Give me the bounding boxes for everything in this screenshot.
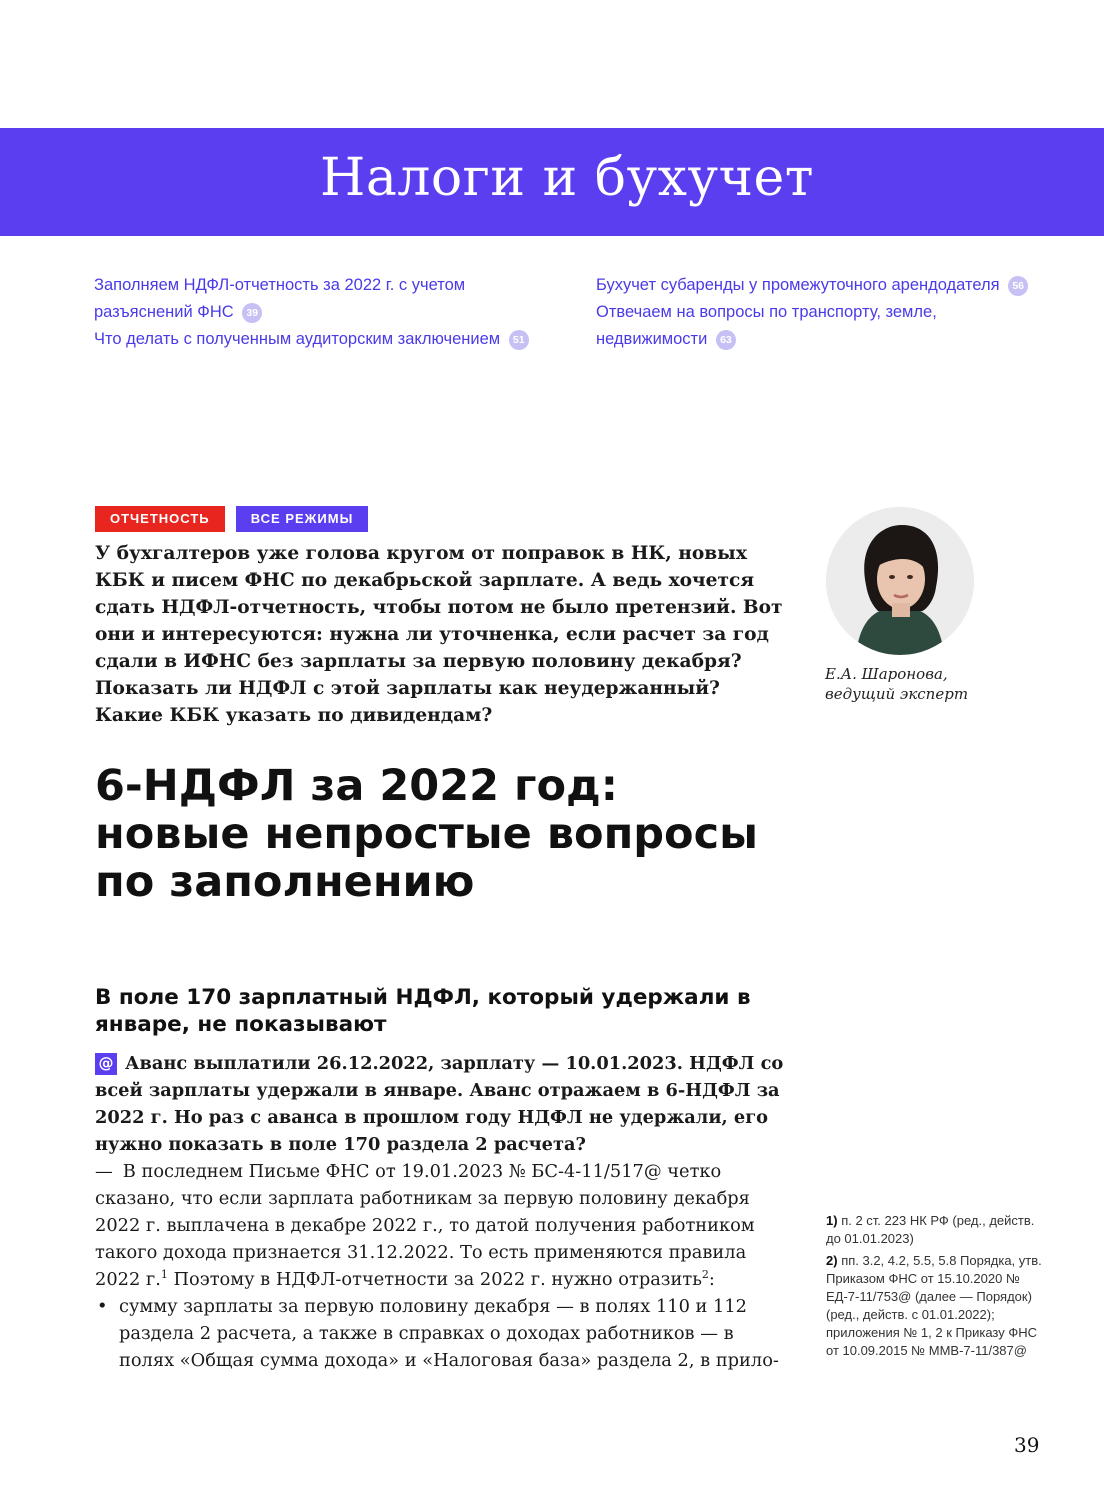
footnote-ref-2[interactable]: 2 [701, 1268, 709, 1282]
tag-row [95, 506, 374, 532]
toc-link[interactable] [94, 326, 554, 353]
toc-link[interactable] [94, 299, 554, 326]
author-photo [826, 507, 974, 655]
toc-left [94, 272, 554, 353]
article-title-line: новые непростые вопросы [95, 809, 758, 859]
author-caption [825, 664, 968, 704]
bullet-item: • сумму зарплаты за первую половину декабря — в полях 110 и 112 раздела 2 расчета, а также в справках о доходах работников — в полях «Общая сумма дохода» и «Налоговая база» раздела 2, в прило- [95, 1293, 785, 1374]
toc-link[interactable] [596, 326, 1056, 353]
toc-link[interactable] [94, 272, 554, 299]
author-role: ведущий эксперт [825, 685, 969, 703]
toc-link-text: Что делать с полученным аудиторским заключением [94, 330, 501, 348]
toc-link[interactable] [596, 299, 1056, 326]
toc-link-text: Заполняем НДФЛ-отчетность за 2022 г. с учетом [94, 276, 466, 294]
author-portrait [826, 507, 974, 655]
question-at-icon: @ [95, 1053, 117, 1075]
toc-link-text: недвижимости [596, 330, 708, 348]
lead-paragraph: У бухгалтеров уже голова кругом от поправок в НК, новых КБК и писем ФНС по декабрьской зарплате. А ведь хочется сдать НДФЛ-отчетность, чтобы потом не было претензий. Вот они и интересуются: нужна ли уточненка, если расчет за год сдали в ИФНС без зарплаты за первую половину декабря? Показать ли НДФЛ с этой зарплаты как неудержанный? Какие КБК указать по дивидендам? [95, 543, 783, 726]
toc-link-text: разъяснений ФНС [94, 303, 234, 321]
footnotes [826, 1212, 1048, 1364]
answer-bullets [95, 1293, 785, 1374]
page-number: 39 [1014, 1433, 1040, 1457]
author-name: Е.А. Шаронова, [825, 665, 948, 683]
page-badge: 63 [716, 330, 736, 350]
answer-paragraph [95, 1158, 785, 1293]
article-title-line: по заполнению [95, 857, 475, 907]
footnote-text: пп. 3.2, 4.2, 5.5, 5.8 Порядка, утв. Приказом ФНС от 15.10.2020 № ЕД-7-11/753@ (далее — Порядок) (ред., действ. с 01.01.2022); приложения № 1, 2 к Приказу ФНС от 10.09.2015 № ММВ-7-11/387@ [826, 1253, 1042, 1358]
article-title [95, 762, 855, 906]
page-badge: 39 [242, 303, 262, 323]
answer-dash: — [95, 1161, 113, 1182]
toc-link[interactable] [596, 272, 1056, 299]
toc-link-text: Бухучет субаренды у промежуточного арендодателя [596, 276, 1000, 294]
page-badge: 56 [1008, 276, 1028, 296]
toc-link-text: Отвечаем на вопросы по транспорту, земле, [596, 303, 937, 321]
article-title-line: 6-НДФЛ за 2022 год: [95, 761, 618, 811]
article-subhead: В поле 170 зарплатный НДФЛ, который удержали в январе, не показывают [95, 985, 751, 1037]
footnote [826, 1252, 1048, 1360]
answer-text-cont: Поэтому в НДФЛ-отчетности за 2022 г. нужно отразить [167, 1269, 702, 1290]
footnote-number: 2) [826, 1253, 838, 1268]
question-paragraph [95, 1050, 785, 1158]
page-badge: 51 [509, 330, 529, 350]
section-title: Налоги и бухучет [319, 148, 815, 208]
footnote-number: 1) [826, 1213, 838, 1228]
footnote-ref-1[interactable]: 1 [160, 1268, 168, 1282]
answer-text-end: : [708, 1269, 715, 1290]
question-text: Аванс выплатили 26.12.2022, зарплату — 10.01.2023. НДФЛ со всей зарплаты удержали в январе. Аванс отражаем в 6-НДФЛ за 2022 г. Но раз с аванса в прошлом году НДФЛ не удержали, его нужно показать в поле 170 раздела 2 расчета? [95, 1053, 784, 1155]
tag-reporting[interactable]: ОТЧЕТНОСТЬ [95, 506, 225, 532]
tag-all-regimes[interactable]: ВСЕ РЕЖИМЫ [236, 506, 369, 532]
article-body [95, 1050, 785, 1374]
footnote-text: п. 2 ст. 223 НК РФ (ред., действ. до 01.01.2023) [826, 1213, 1035, 1246]
toc-right [596, 272, 1056, 353]
footnote [826, 1212, 1048, 1248]
answer-text: В последнем Письме ФНС от 19.01.2023 № БС-4-11/517@ четко сказано, что если зарплата работникам за первую половину декабря 2022 г. выплачена в декабре 2022 г., то датой получения работником такого дохода признается 31.12.2022. То есть применяются правила 2022 г. [95, 1161, 755, 1290]
